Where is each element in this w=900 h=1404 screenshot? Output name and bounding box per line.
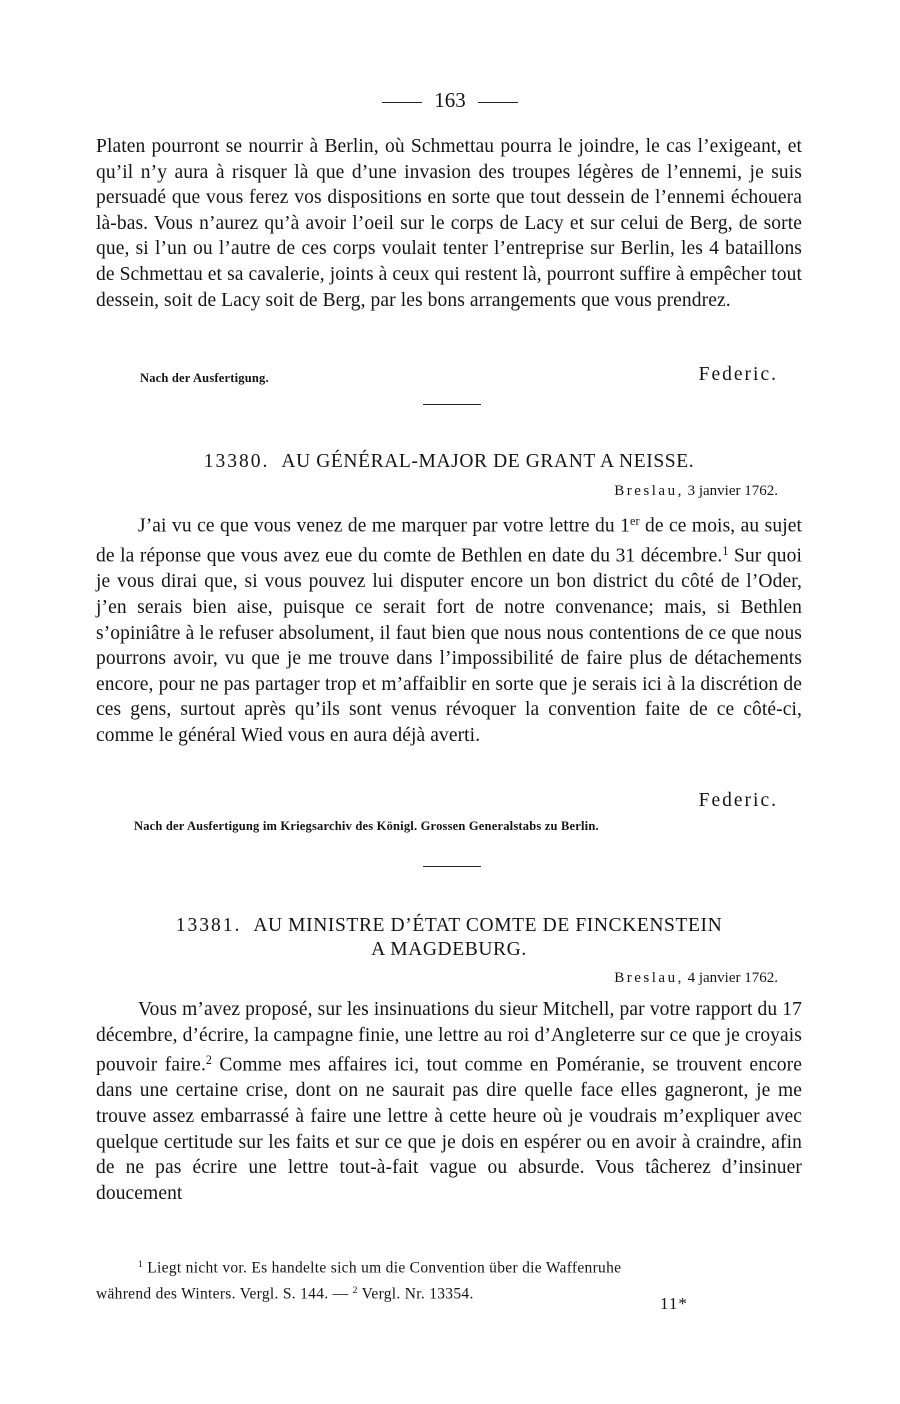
footnotes	[96, 1253, 802, 1306]
letter-13381-text-b: Comme mes affaires ici, tout comme en Poméranie, se trouvent encore dans une certaine crise, dont on ne saurait pas dire quelle face elles gagneront, je me trouve assez embarrassé à faire une lettre à cette heure où je voudrais m’expliquer avec quelque certitude sur les faits et sur ce que je dois en espérer ou en avoir à craindre, afin de ne pas écrire une lettre tout-à-fait vague ou absurde. Vous tâcherez d’insinuer doucement	[96, 1054, 802, 1204]
letter-13381-title-line-1	[96, 914, 802, 938]
previous-letter-body	[96, 134, 802, 313]
footnote-1-mark: 1	[138, 1259, 144, 1270]
ordinal-superscript: er	[630, 514, 640, 528]
letter-13381-title-line-2: A MAGDEBURG.	[371, 939, 527, 960]
letter-13380-heading	[96, 450, 802, 474]
footnote-1-text-end: während des Winters. Vergl. S. 144. —	[96, 1285, 353, 1303]
previous-letter-source: Nach der Ausfertigung.	[140, 371, 269, 385]
previous-letter-signature: Federic.	[698, 364, 778, 385]
footnote-1	[96, 1253, 802, 1279]
section-divider	[423, 404, 481, 405]
footnote-ref-2: 2	[205, 1053, 213, 1068]
page-number-dash-left	[382, 102, 422, 103]
printer-signature-mark: 11*	[660, 1294, 688, 1313]
letter-13381-heading	[96, 914, 802, 962]
letter-13381-title-text-1: AU MINISTRE D’ÉTAT COMTE DE FINCKENSTEIN	[253, 915, 723, 936]
letter-13380-text-c: Sur quoi je vous dirai que, si vous pouvez lui disputer encore un bon district du côté de l’Oder, j’en serais bien aise, puisque ce serait fort de notre convenance; mais, si Bethlen s’opiniâtre à le refuser absolument, il faut bien que nous nous contentions de ce que nous pourrons avoir, vu que je me trouve dans l’impossibilité de faire plus de détachements encore, pour ne pas partager trop et m’affaiblir en sorte que je serais ici à la discrétion de ces gens, surtout après qu’ils sont venus révoquer la convention faite de ce côté-ci, comme le général Wied vous en aura déjà averti.	[96, 545, 802, 747]
footnote-2-text: Vergl. Nr. 13354.	[357, 1285, 474, 1303]
letter-13381-body	[96, 997, 802, 1206]
letter-13380-date: 3 janvier 1762.	[687, 483, 778, 499]
footnote-ref-1: 1	[722, 544, 729, 559]
footnote-2-mark: 2	[352, 1285, 358, 1297]
letter-13380-signature: Federic.	[698, 790, 778, 811]
footnote-1-continuation	[96, 1279, 802, 1305]
letter-13381-date: 4 janvier 1762.	[687, 970, 778, 986]
letter-13380-date-city: Breslau,	[614, 483, 684, 499]
letter-13380-number: 13380.	[203, 451, 270, 472]
letter-13380-paragraph	[96, 509, 802, 749]
previous-letter-paragraph: Platen pourront se nourrir à Berlin, où Schmettau pourra le joindre, le cas l’exigeant, et qu’il n’y aura à risquer là que d’une invasion des troupes légères de l’ennemi, je suis persuadé que vous ferez vos dispositions en sorte que tout dessein de l’ennemi échouera là-bas. Vous n’aurez qu’à avoir l’oeil sur le corps de Lacy et sur celui de Berg, de sorte que, si l’un ou l’autre de ces corps voulait tenter l’entreprise sur Berlin, les 4 bataillons de Schmettau et sa cavalerie, joints à ceux qui restent là, pourront suffire à empêcher tout dessein, soit de Lacy soit de Berg, par les bons arrangements que vous prendrez.	[96, 136, 802, 311]
letter-13380-source: Nach der Ausfertigung im Kriegsarchiv des Königl. Grossen Generalstabs zu Berlin.	[134, 819, 599, 833]
letter-13380-text-b: de ce mois, au sujet de la réponse que vous avez eue du comte de Bethlen en date du 31 décembre.	[96, 515, 802, 567]
footnote-1-text: Liegt nicht vor. Es handelte sich um die Convention über die Waffenruhe	[143, 1259, 622, 1277]
page-number-dash-right	[478, 102, 518, 103]
letter-13381-dateline	[614, 970, 778, 987]
letter-13381-text-a: Vous m’avez proposé, sur les insinuations du sieur Mitchell, par votre rapport du 17 décembre, d’écrire, la campagne finie, une lettre au roi d’Angleterre sur ce que je croyais pouvoir faire.	[96, 999, 802, 1076]
letter-13380-dateline	[614, 483, 778, 500]
letter-13380-text-a: J’ai vu ce que vous venez de me marquer par votre lettre du 1	[138, 515, 630, 537]
page-number	[0, 88, 900, 113]
letter-13381-paragraph	[96, 997, 802, 1206]
letter-13381-date-city: Breslau,	[614, 970, 684, 986]
letter-13380-title: AU GÉNÉRAL-MAJOR DE GRANT A NEISSE.	[281, 451, 695, 472]
letter-13380-body	[96, 509, 802, 749]
letter-13381-number: 13381.	[175, 915, 242, 936]
page-number-text: 163	[434, 88, 466, 112]
section-divider	[423, 866, 481, 867]
